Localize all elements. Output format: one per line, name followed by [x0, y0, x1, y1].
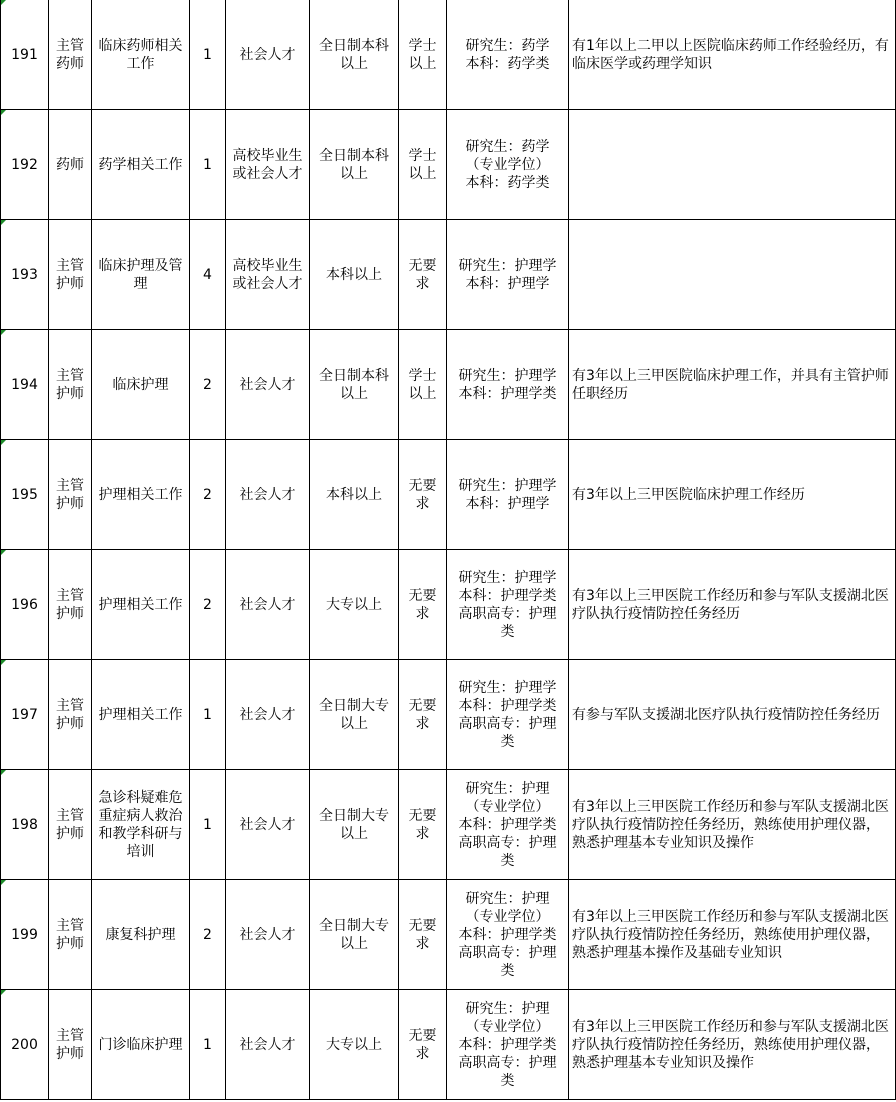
- position-cell: [92, 660, 190, 770]
- candidate-source-cell: [226, 110, 310, 220]
- requirement-cell: [569, 880, 896, 990]
- row-number-cell: [1, 770, 49, 880]
- education-cell: [310, 990, 399, 1100]
- position-cell: [92, 110, 190, 220]
- degree-cell-text: 无要 求: [408, 807, 437, 842]
- position-cell-text: 临床护理: [112, 376, 169, 393]
- major-cell-text: 研究生：护理 （专业学位） 本科：护理学类 高职高专：护理 类: [458, 890, 557, 979]
- requirement-cell: [569, 990, 896, 1100]
- table-row: [1, 880, 896, 990]
- education-cell: [310, 660, 399, 770]
- table-row: [1, 770, 896, 880]
- row-number-cell: [1, 110, 49, 220]
- degree-cell: [399, 660, 447, 770]
- candidate-source-cell-text: 社会人才: [239, 926, 296, 943]
- requirement-cell-text: 有3年以上三甲医院工作经历和参与军队支援湖北医疗队执行疫情防控任务经历: [572, 587, 889, 622]
- degree-cell: [399, 0, 447, 110]
- row-number-cell: [1, 330, 49, 440]
- position-cell: [92, 770, 190, 880]
- candidate-source-cell-text: 高校毕业生 或社会人才: [232, 257, 303, 292]
- major-cell: [447, 330, 569, 440]
- major-cell-text: 研究生：护理学 本科：护理学类 高职高专：护理 类: [458, 569, 557, 640]
- requirement-cell: [569, 330, 896, 440]
- headcount-cell-text: 4: [203, 266, 212, 283]
- job-title-cell: [49, 220, 92, 330]
- major-cell-text: 研究生：护理学 本科：护理学类 高职高专：护理 类: [458, 679, 557, 750]
- education-cell-text: 全日制本科 以上: [319, 147, 389, 182]
- degree-cell-text: 学士 以上: [408, 367, 437, 402]
- job-title-cell: [49, 440, 92, 550]
- row-number-cell-text: 194: [11, 376, 38, 393]
- candidate-source-cell: [226, 660, 310, 770]
- candidate-source-cell: [226, 770, 310, 880]
- position-cell-text: 临床药师相关 工作: [98, 37, 183, 72]
- position-cell-text: 康复科护理: [105, 926, 176, 943]
- cell-marker-icon: [1, 0, 6, 5]
- position-cell-text: 护理相关工作: [98, 706, 183, 723]
- major-cell: [447, 770, 569, 880]
- education-cell-text: 本科以上: [326, 486, 382, 503]
- row-number-cell: [1, 0, 49, 110]
- headcount-cell-text: 2: [203, 486, 212, 503]
- cell-marker-icon: [1, 770, 6, 775]
- requirement-cell: [569, 770, 896, 880]
- candidate-source-cell-text: 社会人才: [239, 486, 296, 503]
- degree-cell-text: 无要 求: [408, 697, 437, 732]
- education-cell: [310, 880, 399, 990]
- requirement-cell: [569, 660, 896, 770]
- position-cell: [92, 220, 190, 330]
- headcount-cell-text: 1: [203, 156, 212, 173]
- job-title-cell-text: 主管 护师: [56, 257, 84, 292]
- candidate-source-cell-text: 社会人才: [239, 596, 296, 613]
- position-cell-text: 护理相关工作: [98, 486, 183, 503]
- headcount-cell: [190, 330, 226, 440]
- candidate-source-cell-text: 社会人才: [239, 816, 296, 833]
- education-cell: [310, 220, 399, 330]
- headcount-cell-text: 1: [203, 46, 212, 63]
- position-cell-text: 临床护理及管 理: [98, 257, 183, 292]
- education-cell-text: 大专以上: [326, 596, 382, 613]
- degree-cell: [399, 550, 447, 660]
- candidate-source-cell-text: 社会人才: [239, 1036, 296, 1053]
- headcount-cell: [190, 110, 226, 220]
- requirement-cell: [569, 110, 896, 220]
- job-title-cell: [49, 770, 92, 880]
- table-row: [1, 440, 896, 550]
- major-cell: [447, 990, 569, 1100]
- job-title-cell-text: 主管 护师: [56, 367, 84, 402]
- row-number-cell-text: 195: [11, 486, 38, 503]
- requirement-cell-text: 有1年以上二甲以上医院临床药师工作经验经历，有临床医学或药理学知识: [572, 37, 889, 72]
- degree-cell-text: 学士 以上: [408, 37, 437, 72]
- headcount-cell: [190, 440, 226, 550]
- degree-cell: [399, 440, 447, 550]
- degree-cell: [399, 770, 447, 880]
- major-cell-text: 研究生：药学 本科：药学类: [465, 37, 550, 72]
- major-cell-text: 研究生：护理学 本科：护理学类: [458, 367, 557, 402]
- major-cell: [447, 110, 569, 220]
- row-number-cell-text: 199: [11, 926, 38, 943]
- degree-cell: [399, 990, 447, 1100]
- candidate-source-cell-text: 社会人才: [239, 376, 296, 393]
- cell-marker-icon: [1, 110, 6, 115]
- major-cell-text: 研究生：护理 （专业学位） 本科：护理学类 高职高专：护理 类: [458, 780, 557, 869]
- requirement-cell-text: 有3年以上三甲医院临床护理工作，并具有主管护师任职经历: [572, 367, 889, 402]
- table-row: [1, 990, 896, 1100]
- candidate-source-cell: [226, 220, 310, 330]
- job-title-cell: [49, 330, 92, 440]
- table-row: [1, 220, 896, 330]
- requirement-cell: [569, 440, 896, 550]
- candidate-source-cell: [226, 880, 310, 990]
- major-cell: [447, 660, 569, 770]
- job-title-cell-text: 主管 护师: [56, 1027, 84, 1062]
- degree-cell: [399, 110, 447, 220]
- job-title-cell: [49, 0, 92, 110]
- degree-cell-text: 学士 以上: [408, 147, 437, 182]
- major-cell: [447, 220, 569, 330]
- candidate-source-cell-text: 社会人才: [239, 46, 296, 63]
- row-number-cell-text: 197: [11, 706, 38, 723]
- job-title-cell: [49, 550, 92, 660]
- position-cell: [92, 990, 190, 1100]
- headcount-cell: [190, 880, 226, 990]
- table-row: [1, 330, 896, 440]
- row-number-cell: [1, 550, 49, 660]
- degree-cell: [399, 880, 447, 990]
- candidate-source-cell-text: 高校毕业生 或社会人才: [232, 147, 303, 182]
- education-cell-text: 全日制大专 以上: [319, 697, 389, 732]
- job-title-cell: [49, 110, 92, 220]
- education-cell: [310, 330, 399, 440]
- row-number-cell-text: 192: [11, 156, 38, 173]
- job-title-cell: [49, 990, 92, 1100]
- row-number-cell-text: 198: [11, 816, 38, 833]
- education-cell-text: 全日制大专 以上: [319, 917, 389, 952]
- row-number-cell: [1, 660, 49, 770]
- position-cell-text: 急诊科疑难危 重症病人救治 和教学科研与 培训: [98, 789, 183, 860]
- requirement-cell: [569, 550, 896, 660]
- job-title-cell-text: 主管 护师: [56, 477, 84, 512]
- requirement-cell-text: 有3年以上三甲医院工作经历和参与军队支援湖北医疗队执行疫情防控任务经历，熟练使用护理仪器，熟悉护理基本专业知识及操作: [572, 1018, 889, 1071]
- cell-marker-icon: [1, 990, 6, 995]
- headcount-cell: [190, 220, 226, 330]
- major-cell: [447, 880, 569, 990]
- cell-marker-icon: [1, 330, 6, 335]
- row-number-cell-text: 200: [11, 1036, 38, 1053]
- position-cell: [92, 330, 190, 440]
- education-cell: [310, 550, 399, 660]
- cell-marker-icon: [1, 550, 6, 555]
- position-cell: [92, 550, 190, 660]
- job-title-cell: [49, 660, 92, 770]
- major-cell-text: 研究生：药学 （专业学位） 本科：药学类: [465, 138, 550, 191]
- degree-cell-text: 无要 求: [408, 257, 437, 292]
- job-title-cell-text: 药师: [56, 156, 84, 173]
- job-title-cell-text: 主管 护师: [56, 587, 84, 622]
- headcount-cell-text: 2: [203, 596, 212, 613]
- table-body: [1, 0, 896, 1100]
- major-cell-text: 研究生：护理学 本科：护理学: [458, 477, 557, 512]
- candidate-source-cell: [226, 440, 310, 550]
- candidate-source-cell: [226, 0, 310, 110]
- requirement-cell-text: 有3年以上三甲医院临床护理工作经历: [572, 486, 805, 503]
- row-number-cell: [1, 990, 49, 1100]
- education-cell: [310, 440, 399, 550]
- education-cell-text: 本科以上: [326, 266, 382, 283]
- headcount-cell: [190, 770, 226, 880]
- job-title-cell-text: 主管 护师: [56, 917, 84, 952]
- degree-cell-text: 无要 求: [408, 1027, 437, 1062]
- cell-marker-icon: [1, 880, 6, 885]
- headcount-cell-text: 1: [203, 1036, 212, 1053]
- row-number-cell-text: 196: [11, 596, 38, 613]
- headcount-cell: [190, 0, 226, 110]
- degree-cell-text: 无要 求: [408, 587, 437, 622]
- education-cell-text: 大专以上: [326, 1036, 382, 1053]
- education-cell-text: 全日制大专 以上: [319, 807, 389, 842]
- major-cell-text: 研究生：护理 （专业学位） 本科：护理学类 高职高专：护理 类: [458, 1000, 557, 1089]
- cell-marker-icon: [1, 660, 6, 665]
- row-number-cell: [1, 440, 49, 550]
- row-number-cell-text: 193: [11, 266, 38, 283]
- requirement-cell-text: 有3年以上三甲医院工作经历和参与军队支援湖北医疗队执行疫情防控任务经历，熟练使用护理仪器，熟悉护理基本专业知识及操作: [572, 798, 889, 851]
- education-cell: [310, 110, 399, 220]
- position-cell: [92, 0, 190, 110]
- education-cell-text: 全日制本科 以上: [319, 37, 389, 72]
- job-title-cell-text: 主管 护师: [56, 697, 84, 732]
- job-title-cell-text: 主管 药师: [56, 37, 84, 72]
- major-cell-text: 研究生：护理学 本科：护理学: [458, 257, 557, 292]
- degree-cell-text: 无要 求: [408, 917, 437, 952]
- position-cell-text: 药学相关工作: [98, 156, 183, 173]
- candidate-source-cell-text: 社会人才: [239, 706, 296, 723]
- cell-marker-icon: [1, 220, 6, 225]
- headcount-cell-text: 1: [203, 816, 212, 833]
- headcount-cell-text: 2: [203, 376, 212, 393]
- job-title-cell: [49, 880, 92, 990]
- table-row: [1, 110, 896, 220]
- cell-marker-icon: [1, 440, 6, 445]
- degree-cell-text: 无要 求: [408, 477, 437, 512]
- row-number-cell-text: 191: [11, 46, 38, 63]
- education-cell-text: 全日制本科 以上: [319, 367, 389, 402]
- education-cell: [310, 0, 399, 110]
- requirement-cell-text: 有参与军队支援湖北医疗队执行疫情防控任务经历: [572, 706, 880, 723]
- position-cell-text: 护理相关工作: [98, 596, 183, 613]
- position-cell: [92, 880, 190, 990]
- table-row: [1, 660, 896, 770]
- headcount-cell: [190, 660, 226, 770]
- major-cell: [447, 440, 569, 550]
- headcount-cell: [190, 990, 226, 1100]
- major-cell: [447, 550, 569, 660]
- table-row: [1, 0, 896, 110]
- candidate-source-cell: [226, 990, 310, 1100]
- job-title-cell-text: 主管 护师: [56, 807, 84, 842]
- candidate-source-cell: [226, 550, 310, 660]
- row-number-cell: [1, 880, 49, 990]
- position-cell: [92, 440, 190, 550]
- candidate-source-cell: [226, 330, 310, 440]
- requirement-cell: [569, 220, 896, 330]
- degree-cell: [399, 220, 447, 330]
- education-cell: [310, 770, 399, 880]
- position-cell-text: 门诊临床护理: [98, 1036, 183, 1053]
- headcount-cell-text: 1: [203, 706, 212, 723]
- degree-cell: [399, 330, 447, 440]
- headcount-cell: [190, 550, 226, 660]
- row-number-cell: [1, 220, 49, 330]
- table-row: [1, 550, 896, 660]
- headcount-cell-text: 2: [203, 926, 212, 943]
- requirement-cell-text: 有3年以上三甲医院工作经历和参与军队支援湖北医疗队执行疫情防控任务经历，熟练使用护理仪器，熟悉护理基本操作及基础专业知识: [572, 908, 889, 961]
- requirement-cell: [569, 0, 896, 110]
- major-cell: [447, 0, 569, 110]
